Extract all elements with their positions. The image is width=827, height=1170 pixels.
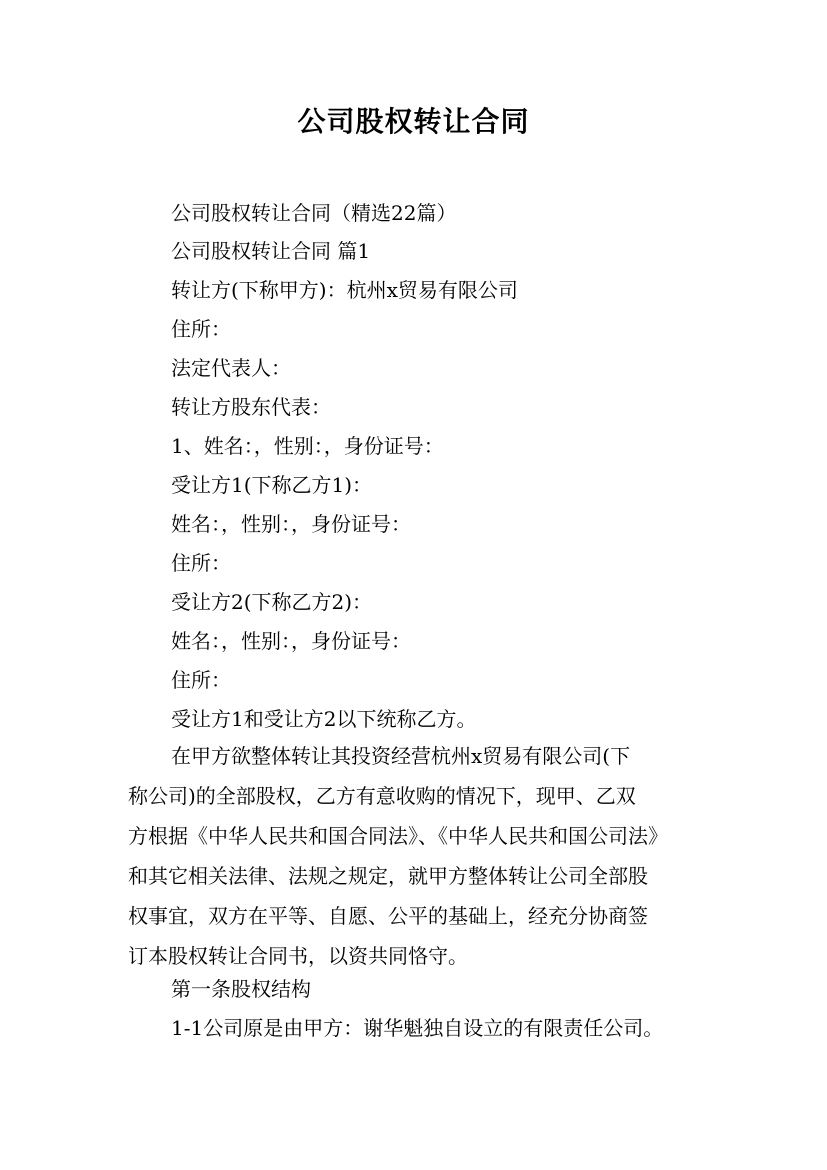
transferee-2-identity-line: 姓名：，性别：，身份证号： (171, 629, 411, 653)
preamble-paragraph-line: 在甲方欲整体转让其投资经营杭州x贸易有限公司(下 (171, 744, 631, 768)
transferee-1-address-line: 住所： (171, 551, 231, 575)
preamble-paragraph-line: 方根据《中华人民共和国合同法》、《中华人民共和国公司法》 (128, 824, 668, 848)
preamble-paragraph (128, 736, 716, 976)
article-1-heading: 第一条股权结构 (171, 977, 311, 1001)
transferees-collective-line: 受让方1和受让方2以下统称乙方。 (171, 707, 477, 731)
representative-identity-line: 1、姓名：，性别：，身份证号： (171, 434, 444, 458)
preamble-paragraph-line: 订本股权转让合同书，以资共同恪守。 (128, 944, 468, 968)
legal-representative-line: 法定代表人： (171, 356, 291, 380)
transferee-2-address-line: 住所： (171, 668, 231, 692)
shareholder-representative-line: 转让方股东代表： (171, 395, 331, 419)
transferee-1-identity-line: 姓名：，性别：，身份证号： (171, 512, 411, 536)
clause-1-1: 1-1公司原是由甲方：谢华魁独自设立的有限责任公司。 (171, 1016, 664, 1040)
document-title: 公司股权转让合同 (297, 105, 530, 138)
document-subtitle: 公司股权转让合同（精选22篇） (171, 201, 457, 225)
preamble-paragraph-line: 称公司)的全部股权，乙方有意收购的情况下，现甲、乙双 (128, 784, 636, 808)
preamble-paragraph-line: 权事宜，双方在平等、自愿、公平的基础上，经充分协商签 (128, 904, 648, 928)
transferor-address-line: 住所： (171, 317, 231, 341)
transferee-2-line: 受让方2(下称乙方2)： (171, 590, 373, 614)
section-heading-part-1: 公司股权转让合同 篇1 (171, 239, 371, 263)
preamble-paragraph-line: 和其它相关法律、法规之规定，就甲方整体转让公司全部股 (128, 864, 648, 888)
transferor-line: 转让方(下称甲方)：杭州x贸易有限公司 (171, 278, 518, 302)
transferee-1-line: 受让方1(下称乙方1)： (171, 473, 373, 497)
